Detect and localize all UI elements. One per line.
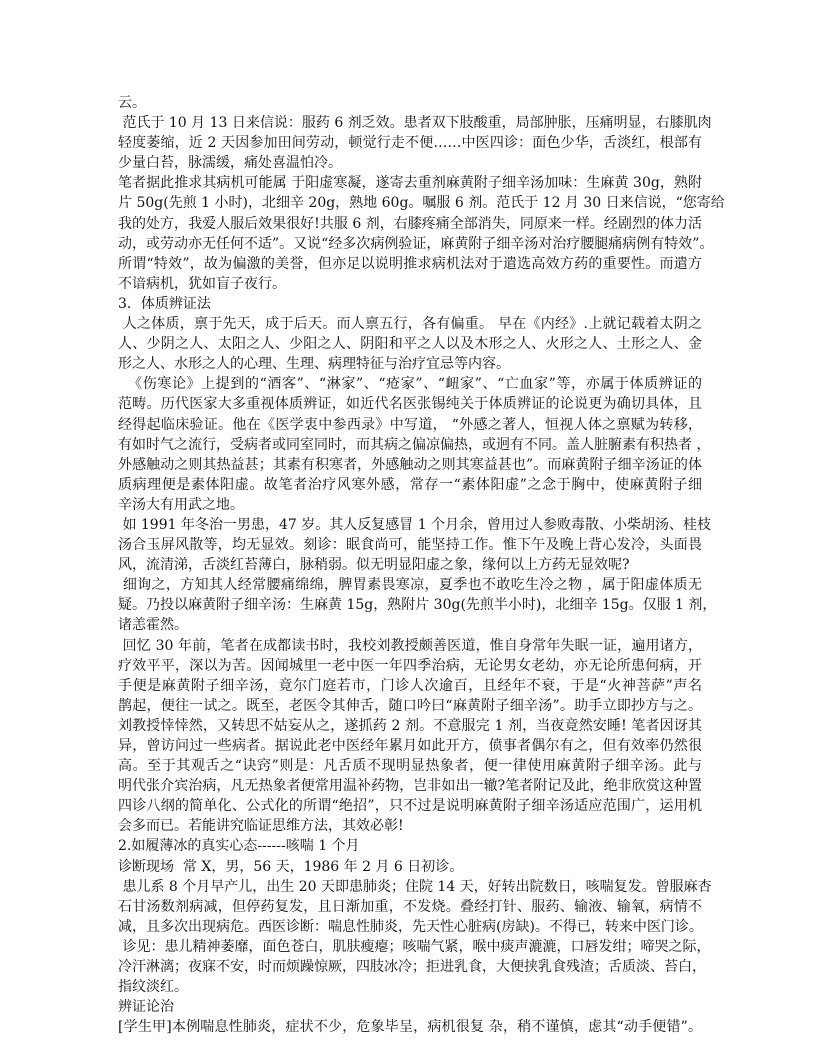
text-line: 范氏于 10 月 13 日来信说：服药 6 剂乏效。患者双下肢酸重，局部肿胀，压痛明显，右膝肌肉 [118,115,712,132]
text-line: 有如时气之流行，受病者或同室同时，而其病之偏凉偏热，或迥有不同。盖人脏腑素有积热者 ， [118,436,711,453]
text-line: 动，或劳动亦无任何不适”。又说“经多次病例验证，麻黄附子细辛汤对治疗腰腿痛病例有特效”。 [118,235,714,252]
text-line: 鹊起，便往一试之。既至，老医令其伸舌，随口吟曰“麻黄附子细辛汤”。助手立即抄方与之。 [118,697,702,714]
text-line: 患儿系 8 个月早产儿，出生 20 天即患肺炎；住院 14 天，好转出院数日，咳喘复发。曾服麻杏 [118,878,712,895]
text-line: 异，曾访问过一些病者。据说此老中医经年累月如此开方，偾事者偶尔有之，但有效率仍然很 [118,738,702,754]
text-line: 诊见：患儿精神萎靡，面色苍白，肌肤瘦瘪；咳喘气紧，喉中痰声漉漉，口唇发绀；啼哭之际， [118,938,711,955]
text-line: 细询之，方知其人经常腰痛绵绵，脾胃素畏寒凉，夏季也不敢吃生冷之物 ，属于阳虚体质无 [118,577,702,594]
text-line: 疑。乃投以麻黄附子细辛汤：生麻黄 15g，熟附片 30g(先煎半小时)，北细辛 15g。仅服 1 剂， [118,597,717,614]
text-line: 不谙病机，犹如盲子夜行。 [118,275,286,292]
text-line: 会多而已。若能讲究临证思维方法，其效必彰! [118,818,404,835]
text-line: 减，且多次出现病危。西医诊断：喘息性肺炎，先天性心脏病(房缺)。不得已，转来中医门诊。 [118,918,703,935]
text-line: 人之体质，禀于先天，成于后天。而人禀五行，各有偏重。 早在《内经》.上就记载着太阴之 [118,316,702,333]
text-line: 人、少阴之人、太阳之人、少阳之人、阴阳和平之人以及木形之人、火形之人、土形之人、金 [118,336,702,353]
text-line: 如 1991 年冬治一男患，47 岁。其人反复感冒 1 个月余，曾用过人参败毒散、小柴胡汤、桂枝 [118,516,712,533]
text-line: 《伤寒论》上提到的“酒客”、“淋家”、“疮家”、“衄家”、“亡血家”等，亦属于体质辨证的 [118,376,702,393]
text-line: 笔者据此推求其病机可能属 于阳虚寒凝，遂寄去重剂麻黄附子细辛汤加味：生麻黄 30g，熟附 [118,175,702,192]
text-line: 轻度萎缩，近 2 天因参加田间劳动，顿觉行走不便……中医四诊：面色少华，舌淡红，根部有 [118,135,702,152]
text-line: 四诊八纲的简单化、公式化的所谓“绝招”，只不过是说明麻黄附子细辛汤适应范围广，运用机 [118,798,702,815]
section-heading: 2.如履薄冰的真实心态------咳喘 1 个月 [118,838,360,855]
text-line: 范畴。历代医家大多重视体质辨证，如近代名医张锡纯关于体质辨证的论说更为确切具体，且 [118,396,702,413]
text-line: 手便是麻黄附子细辛汤，竟尔门庭若市，门诊人次逾百，且经年不衰，于是“火神菩萨”声名 [118,677,702,694]
text-line: 回忆 30 年前，笔者在成都读书时，我校刘教授颇善医道，惟自身常年失眠一证，遍用诸方， [118,637,702,654]
text-line: 辛汤大有用武之地。 [118,496,244,513]
section-heading: 辨证论治 [118,999,174,1016]
text-line: [学生甲]本例喘息性肺炎，症状不少，危象毕呈，病机很复 杂，稍不谨慎，虑其“动手便错”。 [118,1019,702,1036]
text-line: 疗效平平，深以为苦。因闻城里一老中医一年四季治病，无论男女老幼，亦无论所患何病，开 [118,657,702,674]
text-line: 汤合玉屏风散等，均无显效。刻诊：眠食尚可，能坚持工作。惟下午及晚上背心发冷，头面畏 [118,537,702,554]
text-line: 外感触动之则其热益甚；其素有积寒者，外感触动之则其寒益甚也”。而麻黄附子细辛汤证的体 [118,456,702,473]
text-line: 风，流清涕，舌淡红苔薄白，脉稍弱。似无明显阳虚之象，缘何以上方药无显效呢? [118,557,630,574]
text-line: 刘教授悻悻然，又转思不姑妄从之，遂抓药 2 剂。不意服完 1 剂，当夜竟然安睡! 笔者因讶其 [118,717,702,734]
text-line: 指纹淡红。 [118,979,188,996]
text-line: 云。 [118,95,146,111]
text-line: 所谓“特效”，故为偏激的美誉，但亦足以说明推求病机法对于遣选高效方药的重要性。而遣方 [118,255,702,272]
text-line: 诸恙霍然。 [118,617,188,634]
text-line: 形之人、水形之人的心理、生理、病理特征与治疗宜忌等内容。 [118,356,510,373]
text-line: 石甘汤数剂病减，但停药复发，且日渐加重，不发烧。叠经打针、服药、输液、输氧，病情不 [118,898,702,915]
text-line: 经得起临床验证。他在《医学衷中参西录》中写道， “外感之著人，恒视人体之禀赋为转移， [118,416,702,433]
text-line: 明代张介宾治病，凡无热象者便常用温补药物，岂非如出一辙?笔者附记及此，绝非欣赏这种置 [118,778,702,795]
section-heading: 3．体质辨证法 [118,295,211,312]
text-line: 诊断现场 常 X，男，56 天，1986 年 2 月 6 日初诊。 [118,858,464,875]
text-line: 冷汗淋漓；夜寐不安，时而烦躁惊厥，四肢冰冷；拒进乳食，大便挟乳食残渣；舌质淡、苔白， [118,959,706,976]
text-line: 我的处方，我爱人服后效果很好!共服 6 剂，右膝疼痛全部消失，同原来一样。经剧烈的体力活 [118,215,702,232]
text-line: 少量白苔，脉濡缓，痛处喜温怕冷。 [118,155,342,172]
document-page [118,93,725,1037]
text-line: 片 50g(先煎 1 小时)，北细辛 20g，熟地 60g。嘱服 6 剂。范氏于 12 月 30 日来信说，“您寄给 [118,195,725,212]
text-line: 质病理便是素体阳虚。故笔者治疗风寒外感，常存一“素体阳虚”之念于胸中，使麻黄附子细 [118,476,702,493]
text-line: 高。至于其观舌之“诀窍”则是：凡舌质不现明显热象者，便一律使用麻黄附子细辛汤。此与 [118,758,702,775]
